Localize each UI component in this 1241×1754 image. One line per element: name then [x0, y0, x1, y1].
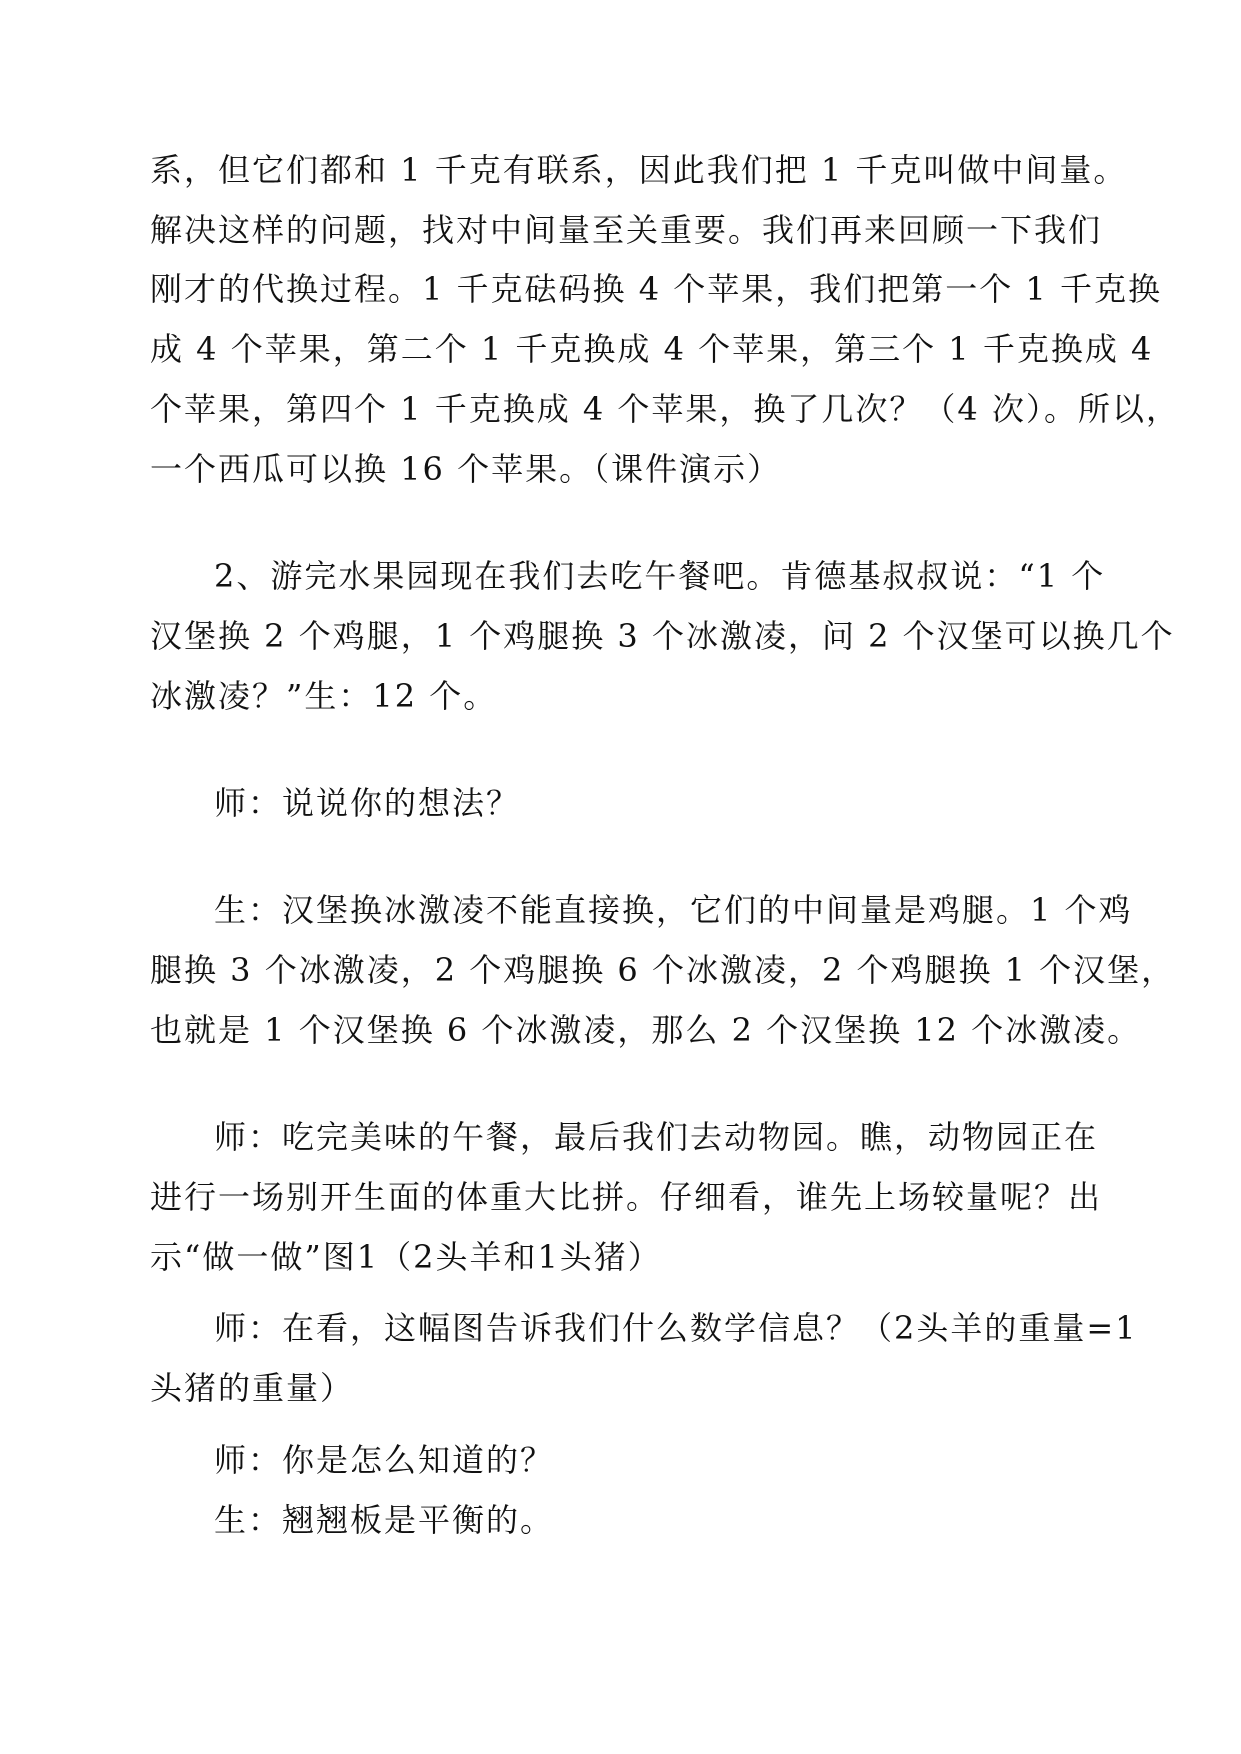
text-line: 一个西瓜可以换 16 个苹果。（课件演示） — [150, 450, 782, 488]
text-line: 解决这样的问题，找对中间量至关重要。我们再来回顾一下我们 — [150, 211, 1103, 249]
text-line: 系，但它们都和 1 千克有联系，因此我们把 1 千克叫做中间量。 — [150, 151, 1128, 189]
teacher-line: 师：吃完美味的午餐，最后我们去动物园。瞧，动物园正在 — [214, 1118, 1099, 1156]
text-line: 也就是 1 个汉堡换 6 个冰激凌，那么 2 个汉堡换 12 个冰激凌。 — [150, 1011, 1142, 1049]
teacher-line: 师：你是怎么知道的？ — [214, 1441, 555, 1479]
teacher-line: 师：说说你的想法？ — [214, 784, 521, 822]
teacher-line: 师：在看，这幅图告诉我们什么数学信息？（2头羊的重量=1 — [214, 1309, 1138, 1347]
text-line: 示“做一做”图1（2头羊和1头猪） — [150, 1238, 662, 1276]
text-line: 汉堡换 2 个鸡腿，1 个鸡腿换 3 个冰激凌，问 2 个汉堡可以换几个 — [150, 617, 1175, 655]
text-line: 腿换 3 个冰激凌，2 个鸡腿换 6 个冰激凌，2 个鸡腿换 1 个汉堡， — [150, 951, 1176, 989]
text-line: 进行一场别开生面的体重大比拼。仔细看，谁先上场较量呢？出 — [150, 1178, 1103, 1216]
student-line: 生：翘翘板是平衡的。 — [214, 1501, 555, 1539]
text-line: 刚才的代换过程。1 千克砝码换 4 个苹果，我们把第一个 1 千克换 — [150, 270, 1162, 308]
student-line: 生：汉堡换冰激凌不能直接换，它们的中间量是鸡腿。1 个鸡 — [214, 891, 1133, 929]
text-line: 个苹果，第四个 1 千克换成 4 个苹果，换了几次？（4 次）。所以， — [150, 390, 1180, 428]
paragraph-start-line: 2、游完水果园现在我们去吃午餐吧。肯德基叔叔说：“1 个 — [214, 557, 1106, 595]
text-line: 成 4 个苹果，第二个 1 千克换成 4 个苹果，第三个 1 千克换成 4 — [150, 330, 1154, 368]
text-line: 冰激凌？”生：12 个。 — [150, 677, 498, 715]
text-line: 头猪的重量） — [150, 1369, 355, 1407]
